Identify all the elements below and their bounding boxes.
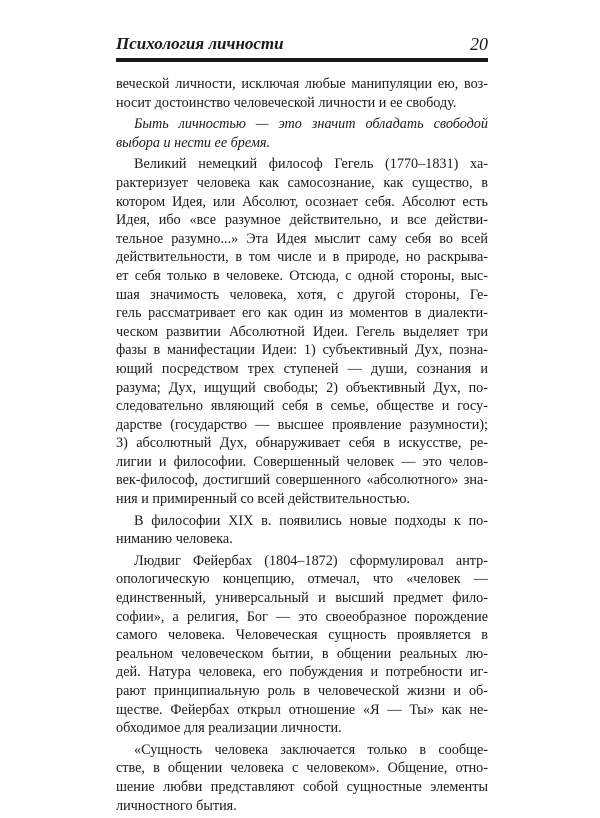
text-line: личностного бытия.: [116, 797, 237, 814]
running-header: [116, 28, 488, 54]
paragraph: [116, 741, 488, 815]
text-line: фазы в манифестации Идеи: 1) субъективный Дух, позна-: [116, 342, 488, 359]
text-line: самого человека. Человеческая сущность проявляется в: [116, 627, 488, 644]
text-line: следовательно являющий себя в семье, обществе и госу-: [116, 398, 488, 415]
text-line: 3) абсолютный Дух, обнаруживает себя в искусстве, ре-: [116, 435, 488, 452]
text-line: шение любви представляют собой сущностные элементы: [116, 778, 488, 795]
text-line: Великий немецкий философ Гегель (1770–1831) ха-: [134, 156, 488, 173]
text-line: опологическую концепцию, отмечал, что «человек —: [116, 571, 488, 588]
text-line: выбора и нести ее бремя.: [116, 134, 271, 151]
text-line: рактеризует человека как самосознание, как существо, в: [116, 174, 488, 191]
text-line: шая значимость человека, хотя, с другой стороны, Ге-: [116, 286, 488, 303]
body-text: [116, 75, 488, 818]
text-line: Людвиг Фейербах (1804–1872) сформулировал антр-: [134, 552, 488, 569]
text-line: ниманию человека.: [116, 531, 233, 548]
text-line: стве, в общении человека с человеком». Общение, отно-: [116, 760, 488, 777]
text-line: обходимое для реализации личности.: [116, 720, 342, 737]
text-line: рают принципиальную роль в человеческой жизни и об-: [116, 683, 488, 699]
text-line: действительности, в том числе и в природе, но раскрыва-: [116, 249, 488, 266]
text-line: единственный, универсальный и высший предмет фило-: [116, 590, 488, 607]
text-line: веческой личности, исключая любые манипуляции ею, воз-: [116, 76, 488, 92]
header-rule: [116, 58, 488, 62]
text-line: Идея, ибо «все разумное действительно, и все действи-: [116, 212, 488, 229]
text-line: Быть личностью — это значит обладать свободой: [134, 116, 488, 133]
header-title: Психология личности: [116, 34, 284, 53]
text-line: «Сущность человека заключается только в сообще-: [134, 741, 488, 758]
paragraph: [116, 552, 488, 738]
page-number: 20: [470, 34, 488, 54]
text-line: век-философ, достигший совершенного «абсолютного» зна-: [116, 472, 488, 489]
paragraph: [116, 155, 488, 508]
text-line: ческом развитии Абсолютной Идеи. Гегель выделяет три: [116, 323, 488, 340]
text-line: реальном человеческом бытии, в общении реальных лю-: [116, 645, 488, 662]
text-line: дарстве (государство — высшее проявление разумности);: [116, 416, 488, 433]
paragraph: [116, 512, 488, 549]
italic-paragraph: [116, 115, 488, 152]
text-line: лигии и философии. Совершенный человек — это челов-: [116, 453, 488, 470]
text-line: носит достоинство человеческой личности и ее свободу.: [116, 94, 457, 111]
text-line: разума; Дух, ищущий свободы; 2) объективный Дух, по-: [116, 379, 488, 396]
text-line: ющий посредством трех ступеней — души, сознания и: [116, 360, 488, 377]
text-line: В философии XIX в. появились новые подходы к по-: [134, 512, 488, 529]
text-line: софии», а религия, Бог — это своеобразное порождение: [116, 608, 488, 625]
text-line: дей. Натура человека, его побуждения и потребности иг-: [116, 664, 488, 681]
text-line: котором Идея, или Абсолют, осознает себя. Абсолют есть: [116, 193, 488, 210]
text-line: ет себя только в человеке. Отсюда, с одной стороны, выс-: [116, 267, 488, 284]
text-line: тельное разумно...» Эта Идея мыслит саму себя во всей: [116, 230, 488, 247]
text-line: гель рассматривает его как один из моментов в диалекти-: [116, 305, 488, 322]
paragraph: [116, 75, 488, 112]
text-line: ния и примиренный со всей действительностью.: [116, 491, 411, 508]
text-line: ществе. Фейербах открыл отношение «Я — Ты» как не-: [116, 701, 488, 718]
